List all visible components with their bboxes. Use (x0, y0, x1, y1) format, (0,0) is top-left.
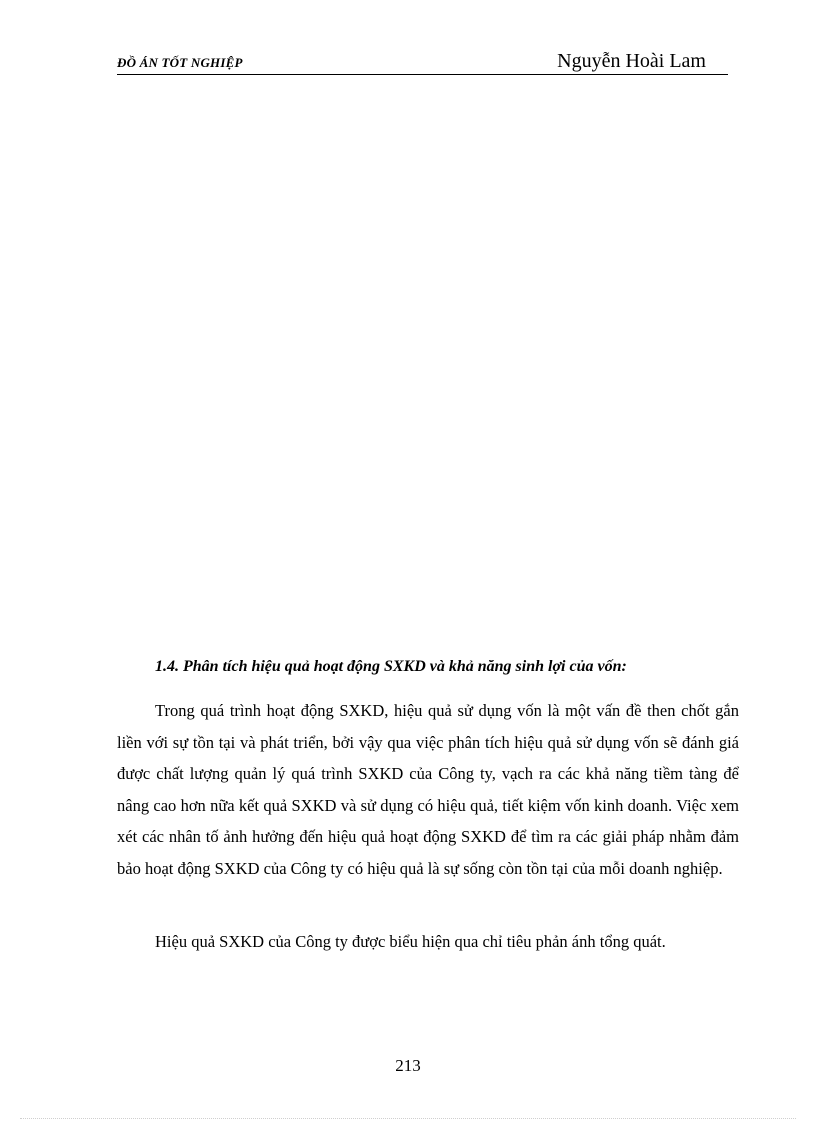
page-bottom-divider (20, 1118, 796, 1119)
section-heading: 1.4. Phân tích hiệu quả hoạt động SXKD và khả năng sinh lợi của vốn: (155, 658, 627, 675)
document-title: ĐỒ ÁN TỐT NGHIỆP (117, 55, 243, 70)
author-name: Nguyễn Hoài Lam (557, 50, 706, 72)
page-header (117, 48, 728, 75)
body-paragraph-1: Trong quá trình hoạt động SXKD, hiệu quả sử dụng vốn là một vấn đề then chốt gắn liền với sự tồn tại và phát triển, bởi vậy qua việc phân tích hiệu quả sử dụng vốn sẽ đánh giá được chất lượng quản lý quá trình SXKD của Công ty, vạch ra các khả năng tiềm tàng để nâng cao hơn nữa kết quả SXKD và sử dụng có hiệu quả, tiết kiệm vốn kinh doanh. Việc xem xét các nhân tố ảnh hưởng đến hiệu quả hoạt động SXKD để tìm ra các giải pháp nhằm đảm bảo hoạt động SXKD của Công ty có hiệu quả là sự sống còn tồn tại của mỗi doanh nghiệp. (117, 701, 739, 878)
body-paragraph-2: Hiệu quả SXKD của Công ty được biểu hiện qua chỉ tiêu phản ánh tổng quát. (155, 932, 666, 951)
page-number: 213 (395, 1056, 421, 1075)
